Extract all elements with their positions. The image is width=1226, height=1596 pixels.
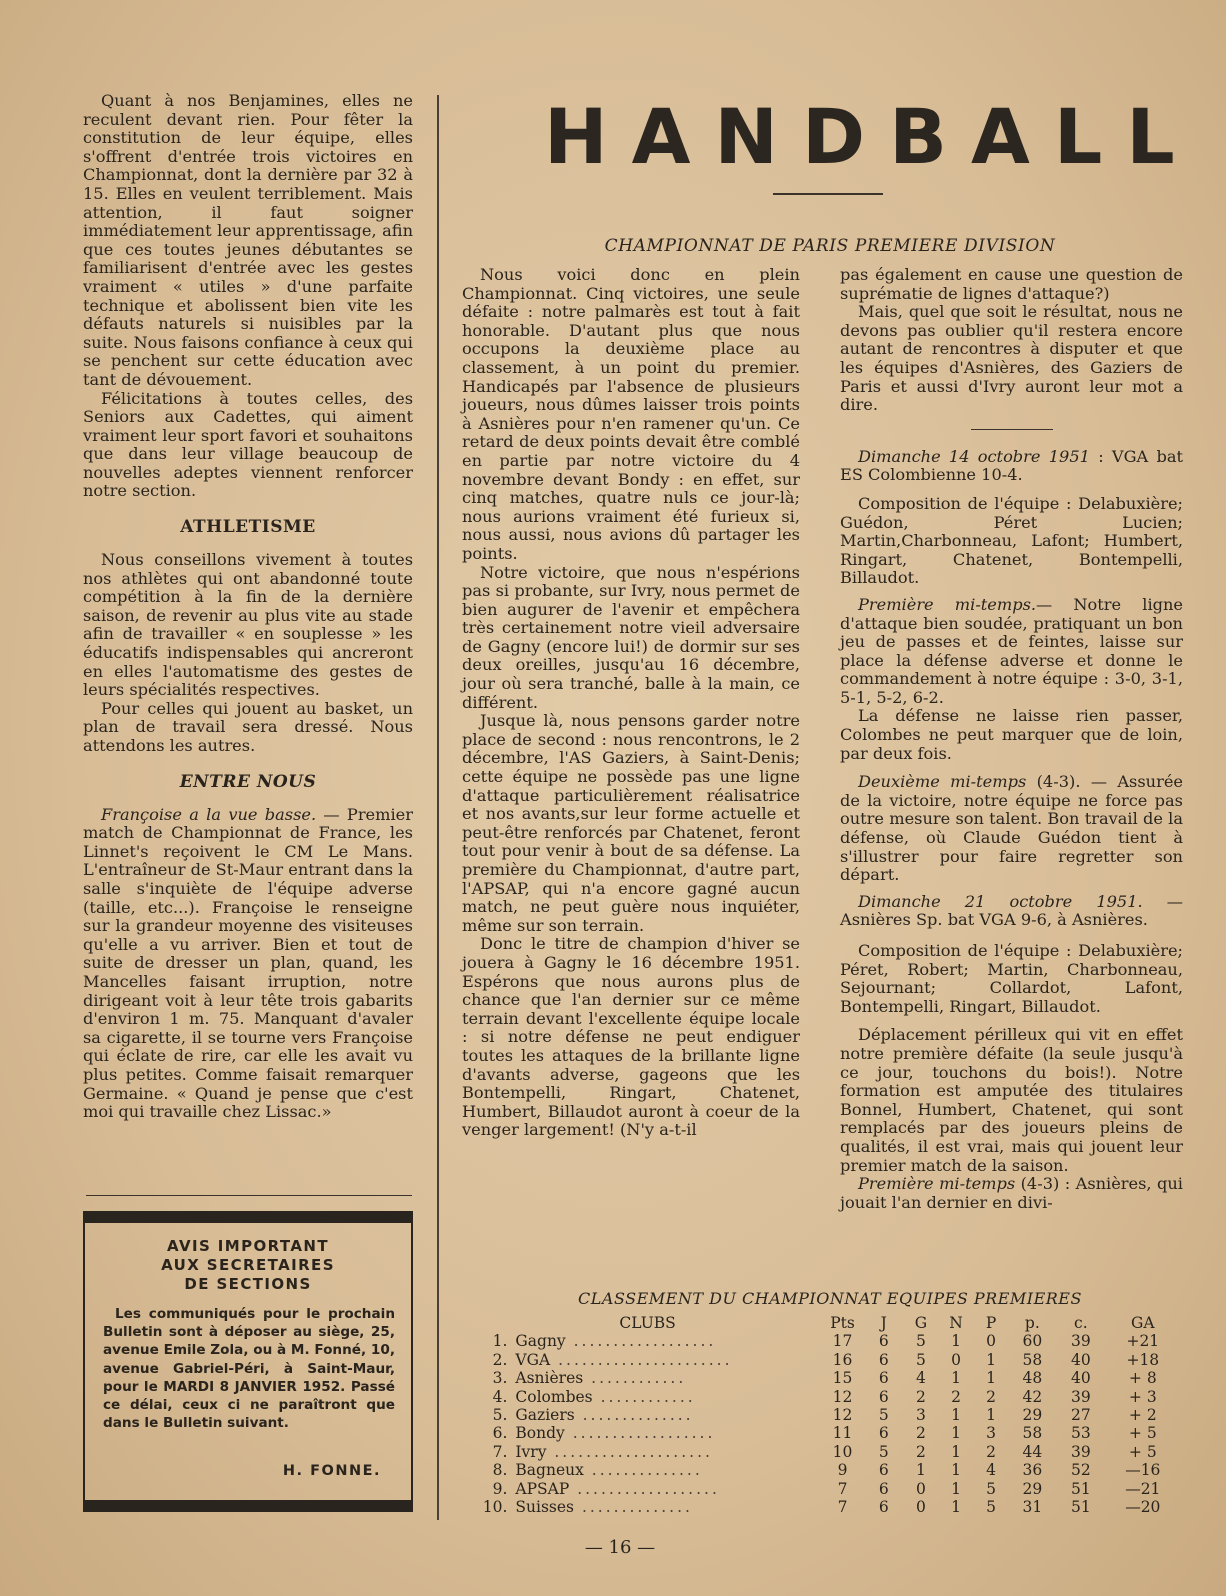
suprematie-paragraph: pas également en cause une question de suprématie de lignes d'attaque?) [840,265,1183,303]
match1-composition: Composition de l'équipe : Delabuxière; Guédon, Péret Lucien; Martin,Charbonneau, Lafont; Humbert, Ringart, Chatenet, Bontempelli, Billaudot. [840,493,1183,588]
leader-dots: .............. [574,1498,693,1517]
cell-rank: 7. [492,1442,508,1461]
header-points-for: p. [1024,1314,1040,1332]
leader-dots: .................. [565,1332,717,1351]
cell-pts: 9 [837,1461,848,1480]
cell-p: 2 [986,1387,997,1406]
header-ga: GA [1131,1314,1155,1332]
cell-ga: + 5 [1128,1442,1157,1461]
match2-first-half: Première mi-temps (4-3) : Asnières, qui jouait l'an dernier en divi- [840,1174,1183,1212]
notice-box [83,1211,413,1512]
leader-dots: .................. [569,1479,720,1498]
club-name: Bagneux [515,1461,584,1480]
handball-title: HANDBALL [544,92,1199,181]
cell-ga: —16 [1125,1461,1161,1480]
cell-club [515,1332,820,1350]
leader-dots: .............. [574,1406,694,1425]
notice-title: AVIS IMPORTANT AUX SECRETAIRES DE SECTIONS [161,1237,335,1293]
match2-trip: Déplacement périlleux qui vit en effet notre première défaite (la seule jusqu'à ce jour, touchons du bois!). Notre formation est amputée des titulaires Bonnel, Humbert, Chatenet, qui sont remplacés par des joueurs pleins de qualités, il est vrai, mais qui jouent leur premier match de la saison. [840,1025,1183,1175]
header-n: N [949,1314,963,1332]
middle-column [462,266,800,1140]
table-row [470,1498,1180,1516]
club-name: APSAP [515,1479,570,1498]
cell-g: 5 [915,1350,926,1369]
cell-club [515,1369,820,1387]
cell-n: 2 [951,1387,961,1406]
standings-title: CLASSEMENT DU CHAMPIONNAT EQUIPES PREMIERES [578,1289,1082,1308]
cell-club [515,1388,820,1406]
header-p: P [985,1314,997,1332]
cell-p: 1 [986,1350,997,1369]
cell-p: 2 [986,1442,997,1461]
cell-p: 4 [986,1461,997,1480]
cell-pts: 16 [832,1350,853,1369]
resultat-paragraph: Mais, quel que soit le résultat, nous ne devons pas oublier qu'il restera encore autant de rencontres à disputer et que les équipes d'Asnières, des Gaziers de Paris et aussi d'Ivry auront leur mot a dire. [840,302,1183,415]
table-row [470,1424,1180,1442]
table-row [470,1388,1180,1406]
leader-dots: ............ [583,1369,687,1388]
cell-g: 4 [915,1369,926,1388]
cell-pp: 42 [1022,1387,1043,1406]
cell-p: 5 [986,1498,997,1517]
page-number: — 16 — [584,1537,656,1558]
cell-pts: 15 [832,1369,853,1388]
club-name: Suisses [515,1498,575,1517]
cell-pts: 7 [837,1498,848,1517]
cell-j: 6 [878,1424,889,1443]
notice-signature: H. FONNE. [282,1463,381,1479]
cell-g: 2 [915,1387,926,1406]
cell-p: 0 [986,1332,997,1351]
cell-j: 5 [878,1406,889,1425]
right-column [840,266,1183,1212]
cell-pp: 48 [1022,1369,1043,1388]
cell-g: 0 [915,1479,926,1498]
cell-n: 1 [951,1498,961,1517]
cell-c: 39 [1070,1387,1091,1406]
leader-dots: ...................... [550,1350,733,1369]
cell-rank: 1. [492,1332,508,1351]
cell-g: 2 [915,1442,926,1461]
felicitations-paragraph: Félicitations à toutes celles, des Seniors aux Cadettes, qui aiment vraiment leur sport favori et souhaitons que dans leur village beaucoup de nouvelles adeptes viennent renforcer notre section. [83,388,413,501]
title-rule [773,193,883,195]
cell-club [515,1461,820,1479]
cell-c: 40 [1070,1369,1091,1388]
cell-rank: 5. [492,1406,508,1425]
cell-rank: 6. [492,1424,508,1443]
cell-rank: 4. [492,1387,508,1406]
club-name: Ivry [515,1442,547,1461]
standings-table [470,1314,1180,1516]
cell-c: 40 [1070,1350,1091,1369]
cell-pp: 29 [1022,1479,1043,1498]
cell-pts: 10 [832,1442,853,1461]
cell-p: 1 [986,1406,997,1425]
club-name: Gaziers [515,1406,575,1425]
benjamines-paragraph: Quant à nos Benjamines, elles ne reculent devant rien. Pour fêter la constitution de leur équipe, elles s'offrent d'entrée trois victoires en Championnat, dont la dernière par 32 à 15. Elles en veulent terriblement. Mais attention, il faut soigner immédiatement leur apprentissage, afin que ces toutes jeunes débutantes se familiarisent d'entrée avec les gestes vraiment « utiles » d'une parfaite technique et abolissent bien vite les défauts naturels si nuisibles par la suite. Nous faisons confiance à ceux qui se penchent sur cette éducation avec tant de dévouement. [83,91,413,389]
club-name: Gagny [515,1332,566,1351]
cell-club [515,1498,820,1516]
cell-n: 1 [951,1461,961,1480]
leader-dots: .............. [583,1461,703,1480]
cell-pp: 31 [1022,1498,1043,1517]
cell-ga: —21 [1125,1479,1161,1498]
ivry-paragraph: Notre victoire, que nous n'espérions pas si probante, sur Ivry, nous permet de bien augurer de l'avenir et empêchera très certainement notre vieil adversaire de Gagny (encore lui!) de dormir sur ses deux oreilles, jusqu'au 16 décembre, jour où sera tranché, balle à la main, ce différent. [462,562,800,712]
table-row [470,1461,1180,1479]
cell-pts: 7 [837,1479,848,1498]
match2-header: Dimanche 21 octobre 1951. — Asnières Sp. bat VGA 9-6, à Asnières. [840,891,1183,930]
cell-j: 6 [878,1387,889,1406]
cell-ga: + 2 [1128,1406,1157,1425]
cell-pp: 58 [1022,1424,1043,1443]
table-row [470,1480,1180,1498]
leader-dots: .................... [546,1442,713,1461]
cell-n: 1 [951,1332,961,1351]
club-name: Bondy [515,1424,565,1443]
cell-p: 5 [986,1479,997,1498]
match1-second-half: Deuxième mi-temps (4-3). — Assurée de la victoire, notre équipe ne force pas outre mesure son talent. Bon travail de la défense, où Claude Guédon tient à s'illustrer pour faire regretter son départ. [840,772,1183,885]
cell-n: 1 [951,1424,961,1443]
header-clubs: CLUBS [619,1314,676,1332]
header-points-against: c. [1074,1314,1088,1332]
cell-club [515,1406,820,1424]
section-rule [971,429,1053,430]
cell-club [515,1424,820,1442]
cell-g: 5 [915,1332,926,1351]
cell-club [515,1351,820,1369]
cell-pp: 44 [1022,1442,1043,1461]
cell-c: 53 [1070,1424,1091,1443]
cell-n: 1 [951,1442,961,1461]
cell-pts: 12 [832,1387,853,1406]
table-row [470,1351,1180,1369]
cell-n: 1 [951,1479,961,1498]
club-name: VGA [515,1350,551,1369]
cell-pts: 17 [832,1332,853,1351]
cell-ga: + 3 [1128,1387,1157,1406]
basket-paragraph: Pour celles qui jouent au basket, un plan de travail sera dressé. Nous attendons les autres. [83,698,413,755]
cell-rank: 3. [492,1369,508,1388]
cell-club [515,1480,820,1498]
athletisme-paragraph: Nous conseillons vivement à toutes nos athlètes qui ont abandonné toute compétition à la fin de la dernière saison, de revenir au plus vite au stade afin de travailler « en souplesse » les éducatifs indispensables qui ancreront en elles l'automatisme des gestes de leurs spécialités respectives. [83,550,413,700]
cell-j: 6 [878,1461,889,1480]
cell-pts: 12 [832,1406,853,1425]
cell-j: 6 [878,1332,889,1351]
cell-p: 3 [986,1424,997,1443]
table-row [470,1369,1180,1387]
standings-body [470,1332,1180,1516]
cell-ga: +18 [1126,1350,1160,1369]
column-divider [437,95,439,1520]
cell-p: 1 [986,1369,997,1388]
match1-first-half: Première mi-temps.— Notre ligne d'attaque bien soudée, pratiquant un bon jeu de passes et de feintes, laisse sur place la défense adverse et donne le commandement à notre équipe : 3-0, 3-1, 5-1, 5-2, 6-2. [840,594,1184,707]
cell-j: 6 [878,1350,889,1369]
cell-ga: + 8 [1128,1369,1157,1388]
cell-rank: 2. [492,1350,508,1369]
entre-nous-heading: ENTRE NOUS [179,771,317,792]
cell-c: 51 [1070,1498,1091,1517]
cell-c: 51 [1070,1479,1091,1498]
cell-club [515,1443,820,1461]
cell-n: 0 [951,1350,961,1369]
cell-pp: 58 [1022,1350,1043,1369]
header-g: G [914,1314,928,1332]
second-place-paragraph: Jusque là, nous pensons garder notre place de second : nous rencontrons, le 2 décembre, l'AS Gaziers, à Saint-Denis; cette équipe ne possède pas une ligne d'attaque particulièrement réalisatrice et nos avants,sur leur forme actuelle et peut-être renforcés par Chatenet, feront tout pour venir à bout de sa défense. La première du Championnat, d'autre part, l'APSAP, qui n'a encore gagné aucun match, ne peut guère nous inquiéter, même sur son terrain. [462,711,800,935]
cell-g: 0 [915,1498,926,1517]
header-j: J [880,1314,887,1332]
cell-c: 27 [1070,1406,1091,1425]
cell-ga: + 5 [1128,1424,1157,1443]
table-row [470,1443,1180,1461]
championnat-paragraph: Nous voici donc en plein Championnat. Cinq victoires, une seule défaite : notre palmarès est tout à fait honorable. D'autant plus que nous occupons la deuxième place au classement, à un point du premier. Handicapés par l'absence de plusieurs joueurs, nous dûmes laisser trois points à Asnières pour n'en ramener qu'un. Ce retard de deux points devait être comblé en partie par notre victoire du 4 novembre devant Bondy : en effet, sur cinq matches, quatre nuls ce jour-là; nous aurions vraiment été furieux si, nous aussi, nous avions dû partager les points. [462,265,800,563]
cell-c: 39 [1070,1442,1091,1461]
club-name: Asnières [515,1369,584,1388]
cell-j: 6 [878,1479,889,1498]
cell-rank: 8. [492,1461,508,1480]
cell-ga: —20 [1125,1498,1161,1517]
championship-subtitle: CHAMPIONNAT DE PARIS PREMIERE DIVISION [604,236,1056,256]
notice-bottom-bar [83,1500,413,1512]
cell-g: 2 [915,1424,926,1443]
cell-pts: 11 [832,1424,853,1443]
cell-rank: 9. [492,1479,508,1498]
champion-hiver-paragraph: Donc le titre de champion d'hiver se jouera à Gagny le 16 décembre 1951. Espérons que nous aurons plus de chance que l'an dernier sur ce même terrain devant l'excellente équipe locale : si notre défense ne peut endiguer toutes les attaques de la brillante ligne d'avants adverse, gageons que les Bontempelli, Ringart, Chatenet, Humbert, Billaudot auront à coeur de la venger largement! (N'y a-t-il [462,934,800,1140]
table-row [470,1406,1180,1424]
match1-header: Dimanche 14 octobre 1951 : VGA bat ES Colombienne 10-4. [840,446,1183,485]
match1-defense: La défense ne laisse rien passer, Colombes ne peut marquer que de loin, par deux fois. [840,706,1183,763]
cell-n: 1 [951,1369,961,1388]
table-row [470,1332,1180,1350]
leader-dots: .................. [564,1424,716,1443]
left-column [83,92,413,1122]
cell-j: 6 [878,1369,889,1388]
header-pts: Pts [830,1314,855,1332]
athletisme-heading: ATHLETISME [180,517,316,538]
club-name: Colombes [515,1387,593,1406]
standings-header-row [470,1314,1180,1332]
cell-c: 39 [1070,1332,1091,1351]
cell-g: 3 [915,1406,926,1425]
cell-pp: 29 [1022,1406,1043,1425]
match2-composition: Composition de l'équipe : Delabuxière; Péret, Robert; Martin, Charbonneau, Sejournant; Collardot, Lafont, Bontempelli, Ringart, Billaudot. [840,941,1183,1016]
cell-ga: +21 [1126,1332,1160,1351]
francoise-title: Françoise a la vue basse. [101,804,317,824]
cell-j: 6 [878,1498,889,1517]
notice-body: Les communiqués pour le prochain Bulletin sont à déposer au siège, 25, avenue Emile Zola, ou à M. Fonné, 10, avenue Gabriel-Péri, à Saint-Maur, pour le MARDI 8 JANVIER 1952. Passé ce délai, ceux ci ne paraîtront que dans le Bulletin suivant. [103,1306,395,1432]
cell-rank: 10. [482,1498,508,1517]
notice-top-bar [83,1211,413,1223]
cell-pp: 36 [1022,1461,1043,1480]
cell-c: 52 [1070,1461,1091,1480]
cell-j: 5 [878,1442,889,1461]
cell-g: 1 [915,1461,926,1480]
leader-dots: ............ [592,1387,696,1406]
cell-n: 1 [951,1406,961,1425]
cell-pp: 60 [1022,1332,1043,1351]
left-separator-rule [86,1195,412,1196]
francoise-paragraph: Françoise a la vue basse. — Premier match de Championnat de France, les Linnet's reçoivent le CM Le Mans. L'entraîneur de St-Maur entrant dans la salle s'inquiète de l'équipe adverse (taille, etc...). Françoise le renseigne sur la grandeur moyenne des visiteuses qu'elle a vu arriver. Bien et tout de suite de dresser un plan, quand, les Mancelles faisant irruption, notre dirigeant voit à leur tête trois gabarits d'environ 1 m. 75. Manquant d'avaler sa cigarette, il se tourne vers Françoise qui éclate de rire, car elle les avait vu plus petites. Comme faisait remarquer Germaine. « Quand je pense que c'est moi qui travaille chez Lissac.» [83,804,413,1122]
